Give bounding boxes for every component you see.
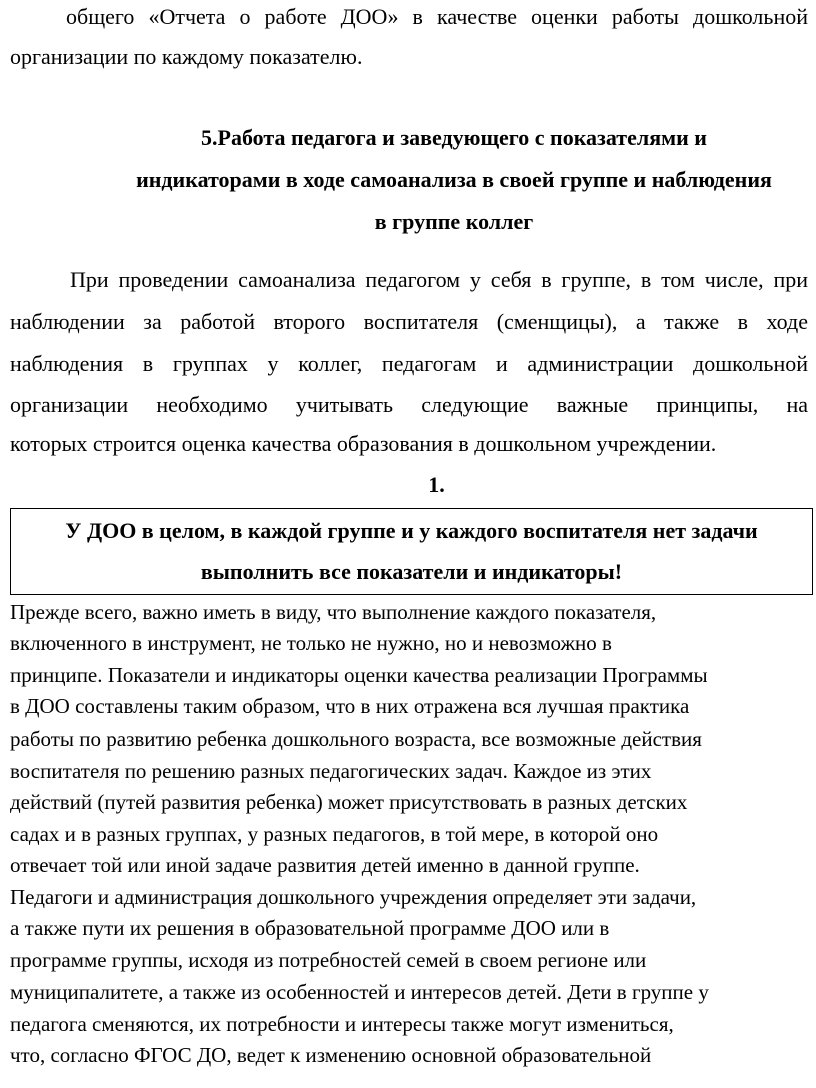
intro-paragraph-line-1: При проведении самоанализа педагогом у себя в группе, в том числе, при bbox=[70, 267, 808, 292]
principle-box bbox=[10, 508, 813, 595]
explanation-line: программе группы, исходя из потребностей семей в своем регионе или bbox=[10, 948, 647, 972]
explanation-line: что, согласно ФГОС ДО, ведет к изменению основной образовательной bbox=[10, 1043, 652, 1067]
explanation-line: в ДОО составлены таким образом, что в них отражена вся лучшая практика bbox=[10, 694, 690, 718]
explanation-line: воспитателя по решению разных педагогических задач. Каждое из этих bbox=[10, 759, 652, 783]
explanation-line: действий (путей развития ребенка) может присутствовать в разных детских bbox=[10, 790, 688, 814]
section-heading-line-3: в группе коллег bbox=[374, 209, 534, 234]
top-paragraph-line-2: организации по каждому показателю. bbox=[10, 44, 363, 69]
explanation-line: садах и в разных группах, у разных педагогов, в той мере, в которой оно bbox=[10, 822, 659, 846]
intro-paragraph-line-2: наблюдении за работой второго воспитателя (сменщицы), а также в ходе bbox=[10, 309, 808, 334]
section-heading-line-2: индикаторами в ходе самоанализа в своей группе и наблюдения bbox=[136, 167, 772, 192]
intro-paragraph-line-3: наблюдения в группах у коллег, педагогам и администрации дошкольной bbox=[10, 351, 808, 376]
explanation-line: муниципалитете, а также из особенностей и интересов детей. Дети в группе у bbox=[10, 980, 709, 1004]
section-heading-line-1: 5.Работа педагога и заведующего с показателями и bbox=[201, 125, 707, 150]
explanation-line: Педагоги и администрация дошкольного учреждения определяет эти задачи, bbox=[10, 885, 697, 909]
principle-box-line-1: У ДОО в целом, в каждой группе и у каждого воспитателя нет задачи bbox=[65, 518, 758, 543]
explanation-line: Прежде всего, важно иметь в виду, что выполнение каждого показателя, bbox=[10, 600, 657, 624]
explanation-line: принципе. Показатели и индикаторы оценки качества реализации Программы bbox=[10, 663, 708, 687]
explanation-line: работы по развитию ребенка дошкольного возраста, все возможные действия bbox=[10, 727, 702, 751]
principle-box-line-2: выполнить все показатели и индикаторы! bbox=[200, 559, 623, 584]
intro-paragraph-line-5: которых строится оценка качества образования в дошкольном учреждении. bbox=[10, 431, 717, 456]
explanation-line: отвечает той или иной задаче развития детей именно в данной группе. bbox=[10, 853, 640, 877]
principle-number: 1. bbox=[428, 472, 445, 497]
explanation-line: включенного в инструмент, не только не нужно, но и невозможно в bbox=[10, 631, 612, 655]
explanation-line: а также пути их решения в образовательной программе ДОО или в bbox=[10, 916, 610, 940]
intro-paragraph-line-4: организации необходимо учитывать следующие важные принципы, на bbox=[10, 392, 808, 417]
top-paragraph-line-1: общего «Отчета о работе ДОО» в качестве оценки работы дошкольной bbox=[66, 4, 808, 29]
explanation-line: педагога сменяются, их потребности и интересы также могут измениться, bbox=[10, 1012, 674, 1036]
